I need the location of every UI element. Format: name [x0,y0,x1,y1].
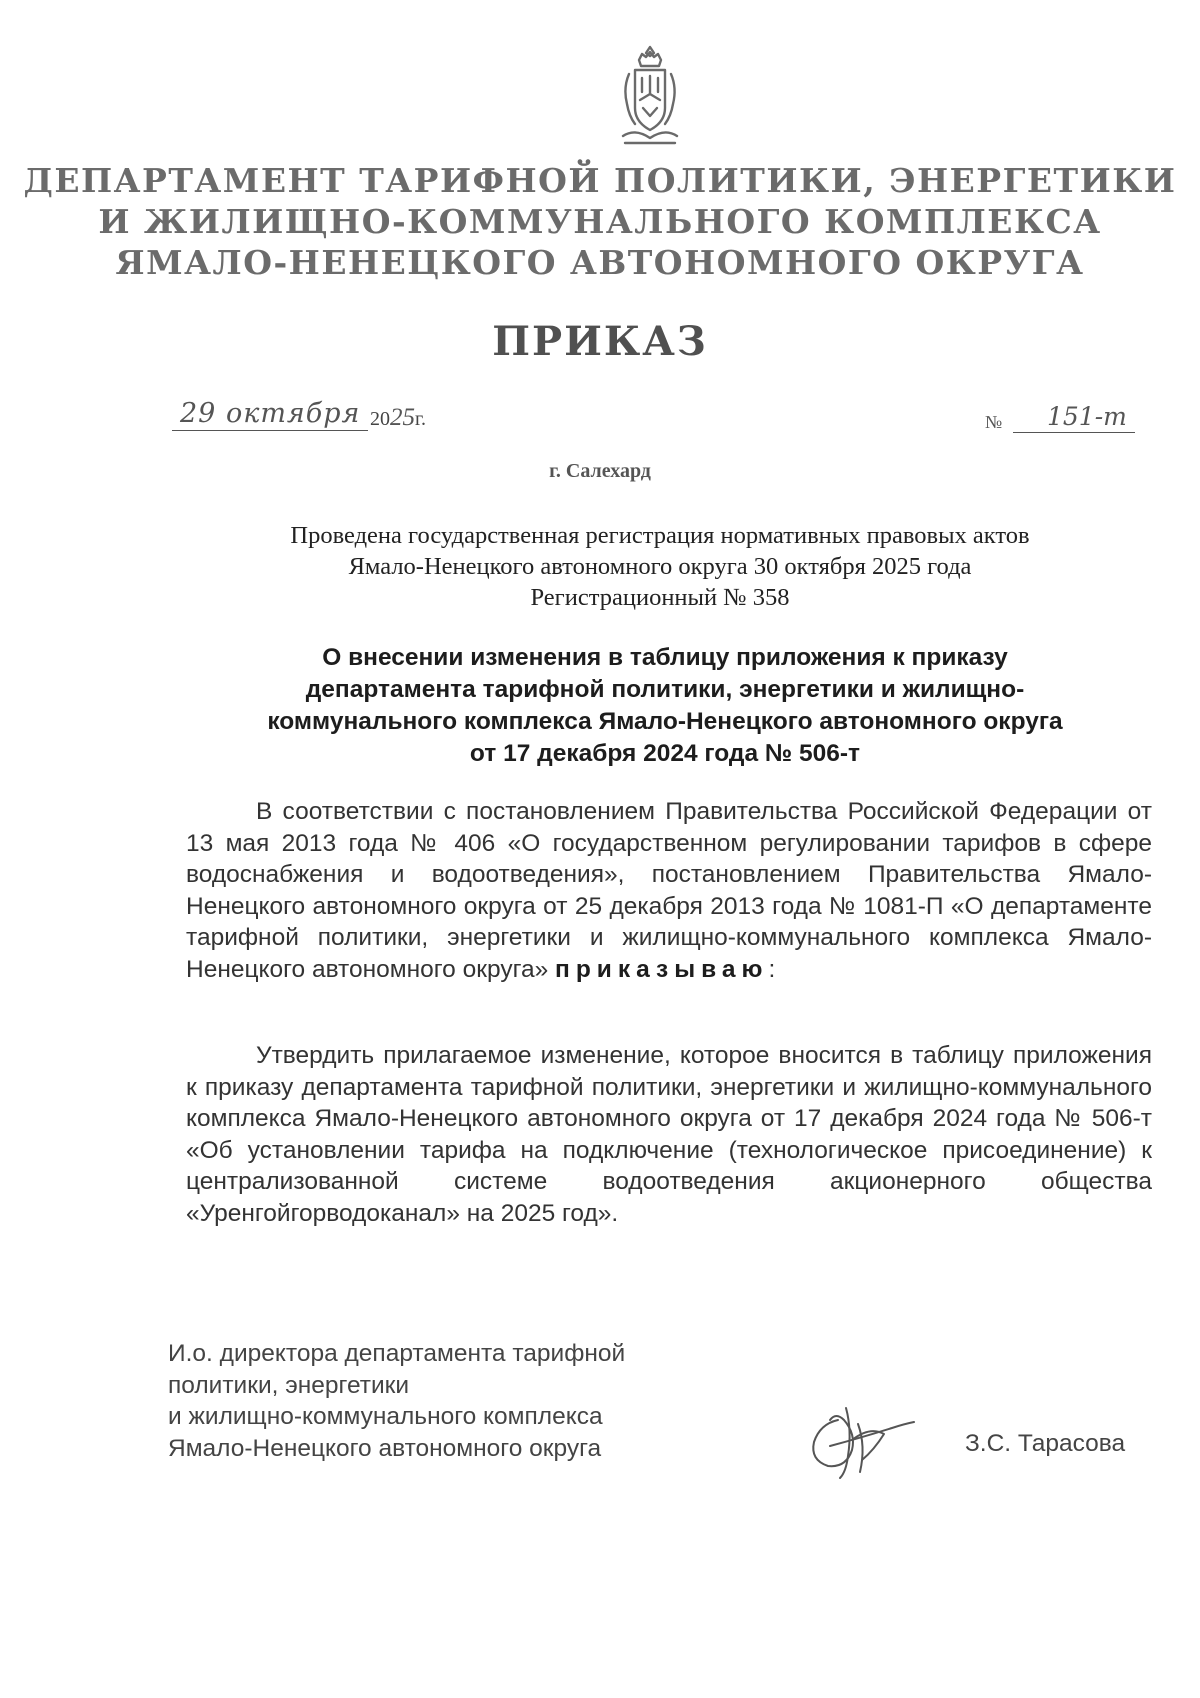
signer-position-line: Ямало-Ненецкого автономного округа [168,1434,602,1462]
registration-line: Проведена государственная регистрация нормативных правовых актов [290,522,1030,549]
operative-paragraph [186,1040,1152,1229]
registration-stamp [195,520,1125,613]
document-type-title: ПРИКАЗ [492,318,708,365]
preamble-text: В соответствии с постановлением Правительства Российской Федерации от 13 мая 2013 года № 406 «О государственном регулировании тарифов в сфере водоснабжения и водоотведения», постановлением Правительства Ямало-Ненецкого автономного округа от 25 декабря 2013 года № 1081-П «О департаменте тарифной политики, энергетики и жилищно-коммунального комплекса Ямало-Ненецкого автономного округа» [186,798,1152,983]
coat-of-arms-icon [615,44,685,148]
preamble-paragraph [186,796,1152,985]
city: г. Салехард [549,460,651,482]
heading-line: О внесении изменения в таблицу приложения к приказу [322,644,1008,671]
registration-line: Регистрационный № 358 [530,584,790,611]
signer-position-line: И.о. директора департамента тарифной [168,1340,626,1367]
department-line: ЯМАЛО-НЕНЕЦКОГО АВТОНОМНОГО ОКРУГА [115,243,1085,282]
signee-name: З.С. Тарасова [965,1430,1126,1457]
order-colon: : [768,955,776,983]
date-underline [172,430,368,431]
heading-line: коммунального комплекса Ямало-Ненецкого автономного округа [267,708,1063,735]
order-date [172,398,452,438]
department-line: И ЖИЛИЩНО-КОММУНАЛЬНОГО КОМПЛЕКСА [98,202,1102,241]
order-word: приказываю [555,955,769,983]
year-suffix: г. [415,408,426,430]
number-underline [1013,432,1135,433]
handwritten-date: 29 октября [180,398,361,429]
order-number [985,402,1145,436]
signer-position-line: политики, энергетики [168,1371,410,1399]
department-line: ДЕПАРТАМЕНТ ТАРИФНОЙ ПОЛИТИКИ, ЭНЕРГЕТИКИ [23,161,1177,200]
handwritten-year: 25 [390,404,415,431]
year-prefix: 20 [370,408,390,430]
registration-line: Ямало-Ненецкого автономного округа 30 октября 2025 года [348,553,972,580]
date-year [370,404,426,432]
department-name [0,160,1200,283]
heading-line: департамента тарифной политики, энергетики и жилищно- [305,676,1025,703]
document-heading [185,642,1145,770]
operative-text: Утвердить прилагаемое изменение, которое вносится в таблицу приложения к приказу департамента тарифной политики, энергетики и жилищно-коммунального комплекса Ямало-Ненецкого автономного округа от 17 декабря 2024 года № 506-т «Об установлении тарифа на подключение (технологическое присоединение) к централизованной системе водоотведения акционерного общества «Уренгойгорводоканал» на 2025 год». [186,1042,1152,1227]
number-label: № [985,412,1003,432]
signer-position-line: и жилищно-коммунального комплекса [168,1403,603,1430]
signer-position [168,1338,728,1464]
handwritten-number: 151-т [1047,402,1127,431]
heading-line: от 17 декабря 2024 года № 506-т [469,740,861,767]
handwritten-signature [800,1390,920,1485]
